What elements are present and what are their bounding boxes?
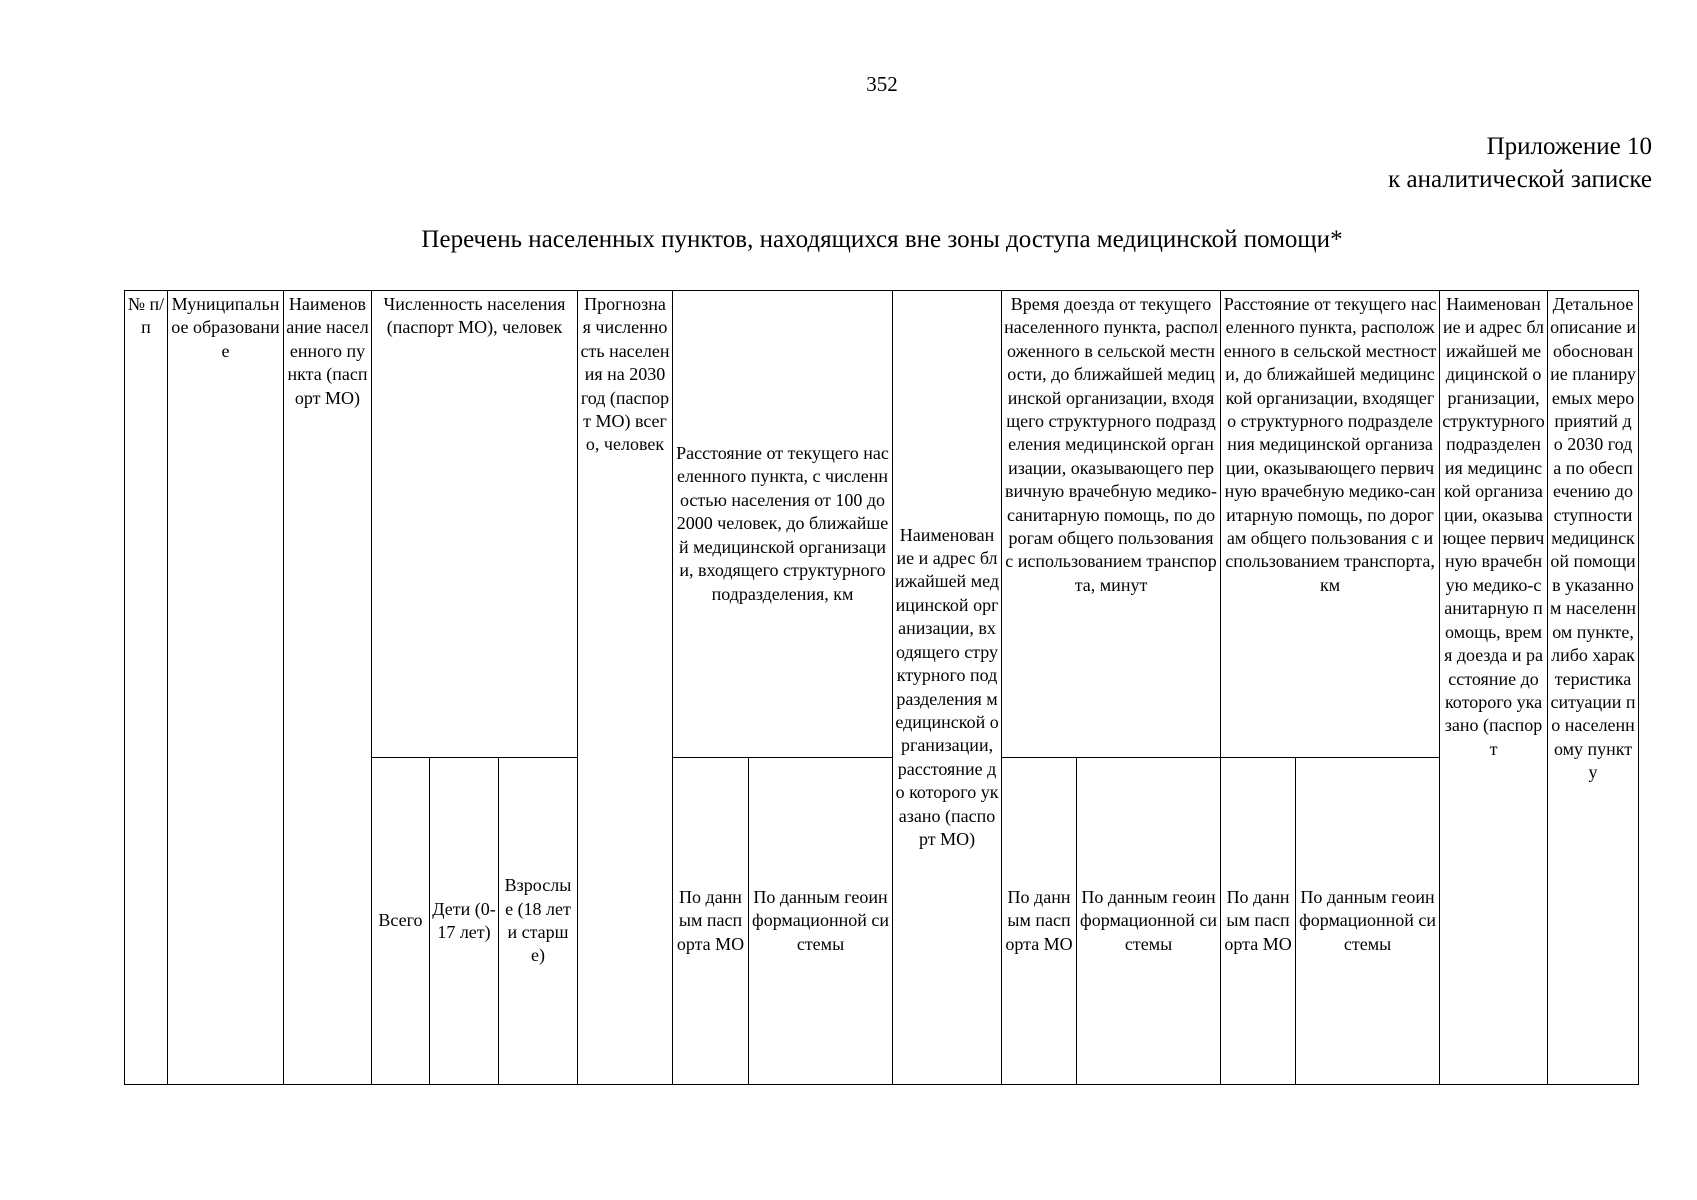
header-details: Детальное описание и обоснование планируемых мероприятий до 2030 года по обеспечению доступности медицинской помощи в указанном населенном пункте, либо характеристика ситуации по населенному пункту xyxy=(1548,291,1639,1085)
header-forecast: Прогнозная численность населения на 2030 год (паспорт МО) всего, человек xyxy=(578,291,673,1085)
header-rdist-gis: По данным геоинформационной системы xyxy=(1296,758,1440,1085)
appendix-line-2: к аналитической записке xyxy=(1388,166,1652,193)
header-dist-passport: По данным паспорта МО xyxy=(673,758,749,1085)
appendix-note xyxy=(1388,130,1652,196)
header-municipality: Муниципальное образование xyxy=(168,291,284,1085)
header-pop-total: Всего xyxy=(372,758,430,1085)
header-pop-adults: Взрослые (18 лет и старше) xyxy=(499,758,578,1085)
header-distance-rural: Расстояние от текущего населенного пункта, расположенного в сельской местности, до ближайшей медицинской организации, входящего структурного подразделения медицинской организации, оказывающего первичную врачебную медико-санитарную помощь, по дорогам общего пользования с использованием транспорта, км xyxy=(1221,291,1440,758)
header-time-passport: По данным паспорта МО xyxy=(1002,758,1077,1085)
page-number: 352 xyxy=(866,72,898,96)
header-nearest-org: Наименование и адрес ближайшей медицинской организации, входящего структурного подразделения медицинской организации, расстояние до которого указано (паспорт МО) xyxy=(893,291,1002,1085)
header-distance-100: Расстояние от текущего населенного пункта, с численностью населения от 100 до 2000 человек, до ближайшей медицинской организации, входящего структурного подразделения, км xyxy=(673,291,893,758)
appendix-line-1: Приложение 10 xyxy=(1486,133,1652,160)
settlements-table xyxy=(124,290,1639,1085)
header-dist-gis: По данным геоинформационной системы xyxy=(749,758,893,1085)
header-pop-children: Дети (0-17 лет) xyxy=(430,758,499,1085)
header-rdist-passport: По данным паспорта МО xyxy=(1221,758,1296,1085)
document-title: Перечень населенных пунктов, находящихся вне зоны доступа медицинской помощи* xyxy=(421,226,1343,253)
header-nearest-phc: Наименование и адрес ближайшей медицинской организации, структурного подразделения медицинской организации, оказывающее первичную врачебную медико-санитарную помощь, время доезда и расстояние до которого указано (паспорт xyxy=(1440,291,1548,1085)
header-num: № п/п xyxy=(125,291,168,1085)
header-settlement: Наименование населенного пункта (паспорт МО) xyxy=(284,291,372,1085)
header-time-gis: По данным геоинформационной системы xyxy=(1077,758,1221,1085)
header-travel-time: Время доезда от текущего населенного пункта, расположенного в сельской местности, до ближайшей медицинской организации, входящего структурного подразделения медицинской организации, оказывающего первичную врачебную медико-санитарную помощь, по дорогам общего пользования с использованием транспорта, минут xyxy=(1002,291,1221,758)
header-population: Численность населения (паспорт МО), человек xyxy=(372,291,578,758)
